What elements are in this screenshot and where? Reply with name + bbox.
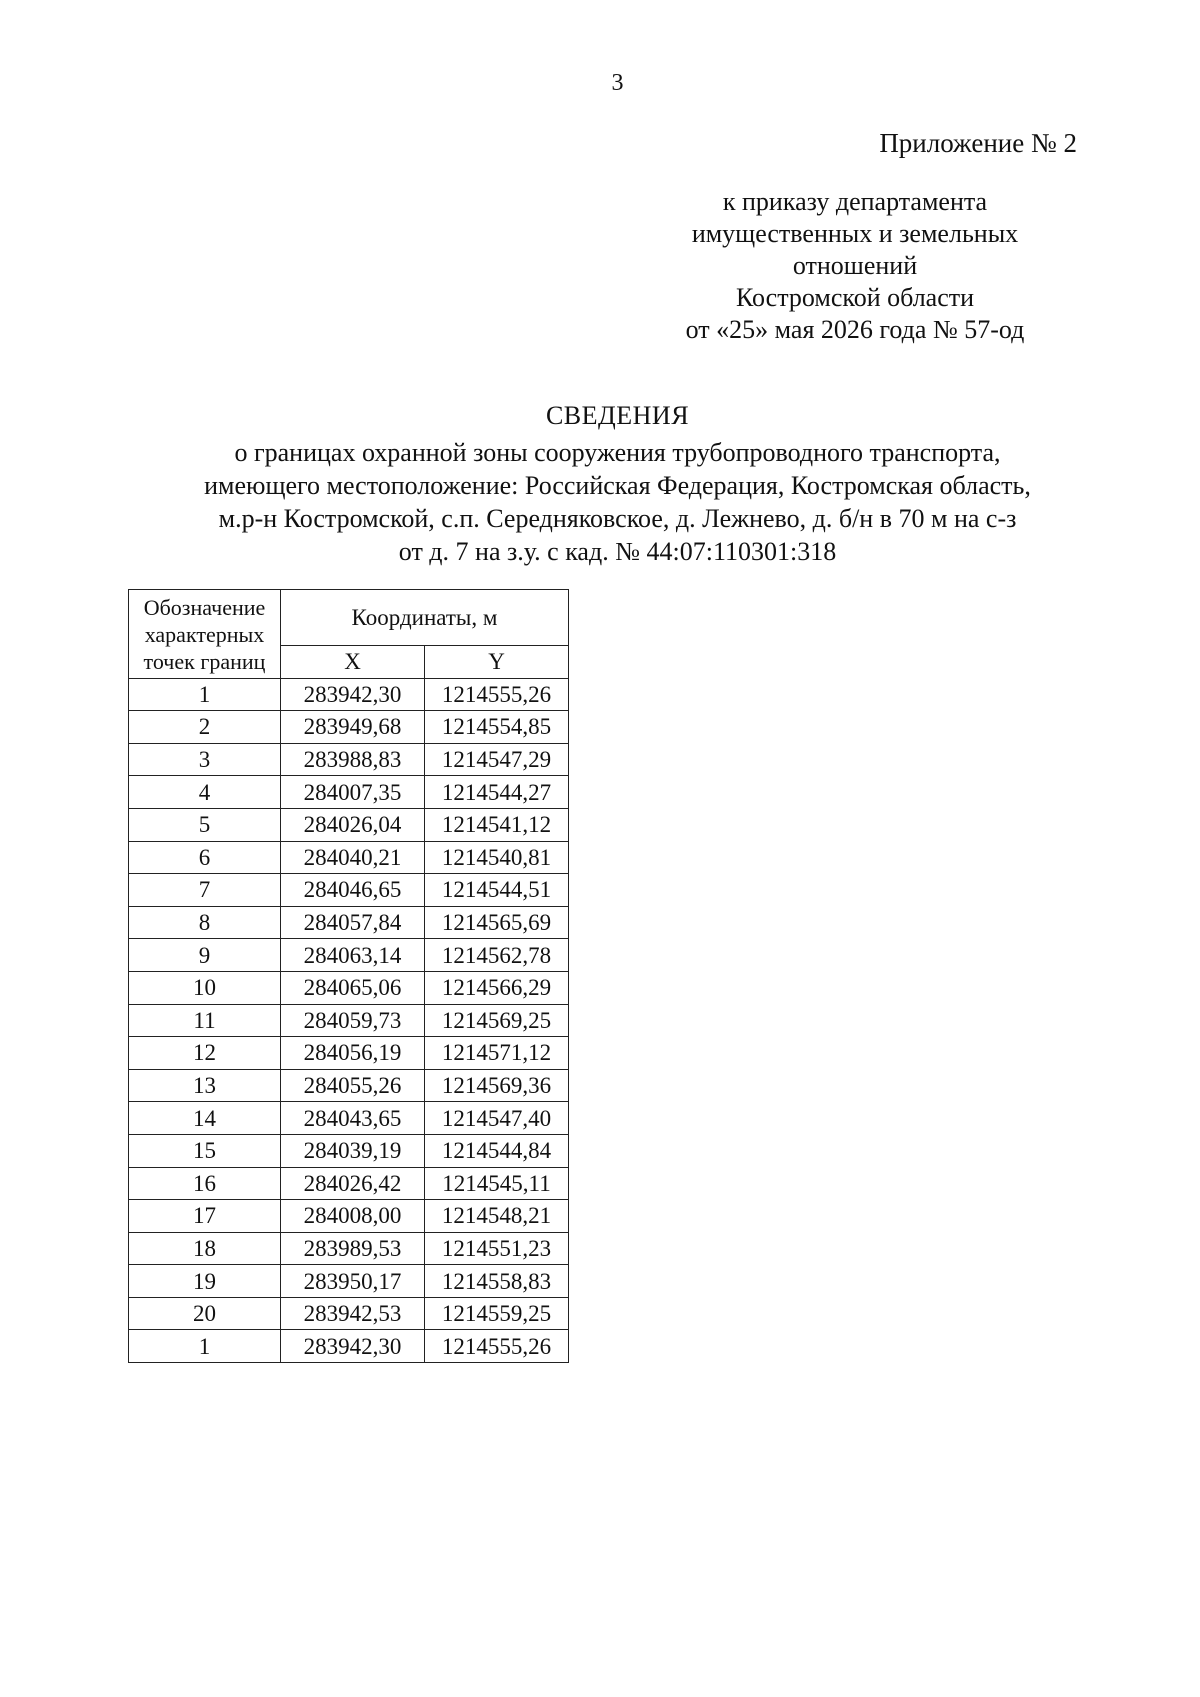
coordinates-table-body <box>129 678 569 1362</box>
subtitle-line: м.р-н Костромской, с.п. Середняковское, д. Лежнево, д. б/н в 70 м на с-з <box>218 504 1017 533</box>
document-subtitle <box>0 436 1200 568</box>
x-cell: 284055,26 <box>281 1069 425 1102</box>
table-row <box>129 743 569 776</box>
y-cell: 1214544,51 <box>425 874 569 907</box>
header-y: Y <box>425 646 569 679</box>
table-row <box>129 808 569 841</box>
header-point-designation: Обозначение характерных точек границ <box>129 590 281 679</box>
header-x: X <box>281 646 425 679</box>
header-coordinates: Координаты, м <box>281 590 569 646</box>
point-cell: 1 <box>129 1330 281 1363</box>
x-cell: 284007,35 <box>281 776 425 809</box>
point-cell: 12 <box>129 1037 281 1070</box>
y-cell: 1214545,11 <box>425 1167 569 1200</box>
table-row <box>129 1134 569 1167</box>
x-cell: 284065,06 <box>281 971 425 1004</box>
table-row <box>129 971 569 1004</box>
x-cell: 284057,84 <box>281 906 425 939</box>
x-cell: 283949,68 <box>281 711 425 744</box>
table-row <box>129 1069 569 1102</box>
document-title: СВЕДЕНИЯ <box>545 401 690 430</box>
y-cell: 1214540,81 <box>425 841 569 874</box>
y-cell: 1214569,36 <box>425 1069 569 1102</box>
point-cell: 5 <box>129 808 281 841</box>
table-row <box>129 1330 569 1363</box>
point-cell: 8 <box>129 906 281 939</box>
x-cell: 284046,65 <box>281 874 425 907</box>
appendix-title: Приложение № 2 <box>879 128 1077 158</box>
table-row <box>129 841 569 874</box>
point-cell: 13 <box>129 1069 281 1102</box>
y-cell: 1214566,29 <box>425 971 569 1004</box>
table-row <box>129 1004 569 1037</box>
y-cell: 1214555,26 <box>425 678 569 711</box>
table-row <box>129 1232 569 1265</box>
table-row <box>129 939 569 972</box>
point-cell: 19 <box>129 1265 281 1298</box>
y-cell: 1214554,85 <box>425 711 569 744</box>
x-cell: 283988,83 <box>281 743 425 776</box>
subtitle-line: о границах охранной зоны сооружения трубопроводного транспорта, <box>234 438 1001 467</box>
y-cell: 1214551,23 <box>425 1232 569 1265</box>
coordinates-table <box>128 589 569 1363</box>
x-cell: 283942,53 <box>281 1297 425 1330</box>
x-cell: 283942,30 <box>281 1330 425 1363</box>
y-cell: 1214558,83 <box>425 1265 569 1298</box>
x-cell: 284063,14 <box>281 939 425 972</box>
point-cell: 1 <box>129 678 281 711</box>
point-cell: 3 <box>129 743 281 776</box>
x-cell: 284008,00 <box>281 1200 425 1233</box>
y-cell: 1214541,12 <box>425 808 569 841</box>
table-row <box>129 906 569 939</box>
table-row <box>129 1265 569 1298</box>
point-cell: 18 <box>129 1232 281 1265</box>
x-cell: 283989,53 <box>281 1232 425 1265</box>
y-cell: 1214571,12 <box>425 1037 569 1070</box>
y-cell: 1214547,40 <box>425 1102 569 1135</box>
table-row <box>129 1167 569 1200</box>
y-cell: 1214548,21 <box>425 1200 569 1233</box>
x-cell: 284039,19 <box>281 1134 425 1167</box>
table-row <box>129 776 569 809</box>
x-cell: 284043,65 <box>281 1102 425 1135</box>
order-line: имущественных и земельных <box>691 219 1019 248</box>
table-row <box>129 874 569 907</box>
point-cell: 6 <box>129 841 281 874</box>
point-cell: 20 <box>129 1297 281 1330</box>
y-cell: 1214562,78 <box>425 939 569 972</box>
y-cell: 1214544,84 <box>425 1134 569 1167</box>
x-cell: 284059,73 <box>281 1004 425 1037</box>
x-cell: 283950,17 <box>281 1265 425 1298</box>
point-cell: 17 <box>129 1200 281 1233</box>
y-cell: 1214569,25 <box>425 1004 569 1037</box>
point-cell: 14 <box>129 1102 281 1135</box>
subtitle-line: имеющего местоположение: Российская Федерация, Костромская область, <box>204 471 1031 500</box>
point-cell: 10 <box>129 971 281 1004</box>
order-line: Костромской области <box>735 283 975 312</box>
order-line: отношений <box>792 251 918 280</box>
x-cell: 284056,19 <box>281 1037 425 1070</box>
point-cell: 16 <box>129 1167 281 1200</box>
point-cell: 7 <box>129 874 281 907</box>
point-cell: 4 <box>129 776 281 809</box>
y-cell: 1214559,25 <box>425 1297 569 1330</box>
table-row <box>129 711 569 744</box>
point-cell: 11 <box>129 1004 281 1037</box>
order-date-line: от «25» мая 2026 года № 57-од <box>685 315 1025 344</box>
x-cell: 284026,42 <box>281 1167 425 1200</box>
point-cell: 15 <box>129 1134 281 1167</box>
table-row <box>129 1200 569 1233</box>
y-cell: 1214555,26 <box>425 1330 569 1363</box>
table-row <box>129 1102 569 1135</box>
y-cell: 1214544,27 <box>425 776 569 809</box>
page-number: 3 <box>611 70 624 96</box>
order-line: к приказу департамента <box>722 187 988 216</box>
table-row <box>129 1037 569 1070</box>
subtitle-line: от д. 7 на з.у. с кад. № 44:07:110301:318 <box>398 537 837 566</box>
point-cell: 2 <box>129 711 281 744</box>
y-cell: 1214547,29 <box>425 743 569 776</box>
y-cell: 1214565,69 <box>425 906 569 939</box>
x-cell: 284040,21 <box>281 841 425 874</box>
table-row <box>129 678 569 711</box>
point-cell: 9 <box>129 939 281 972</box>
x-cell: 283942,30 <box>281 678 425 711</box>
x-cell: 284026,04 <box>281 808 425 841</box>
order-reference <box>620 186 1090 346</box>
table-row <box>129 1297 569 1330</box>
